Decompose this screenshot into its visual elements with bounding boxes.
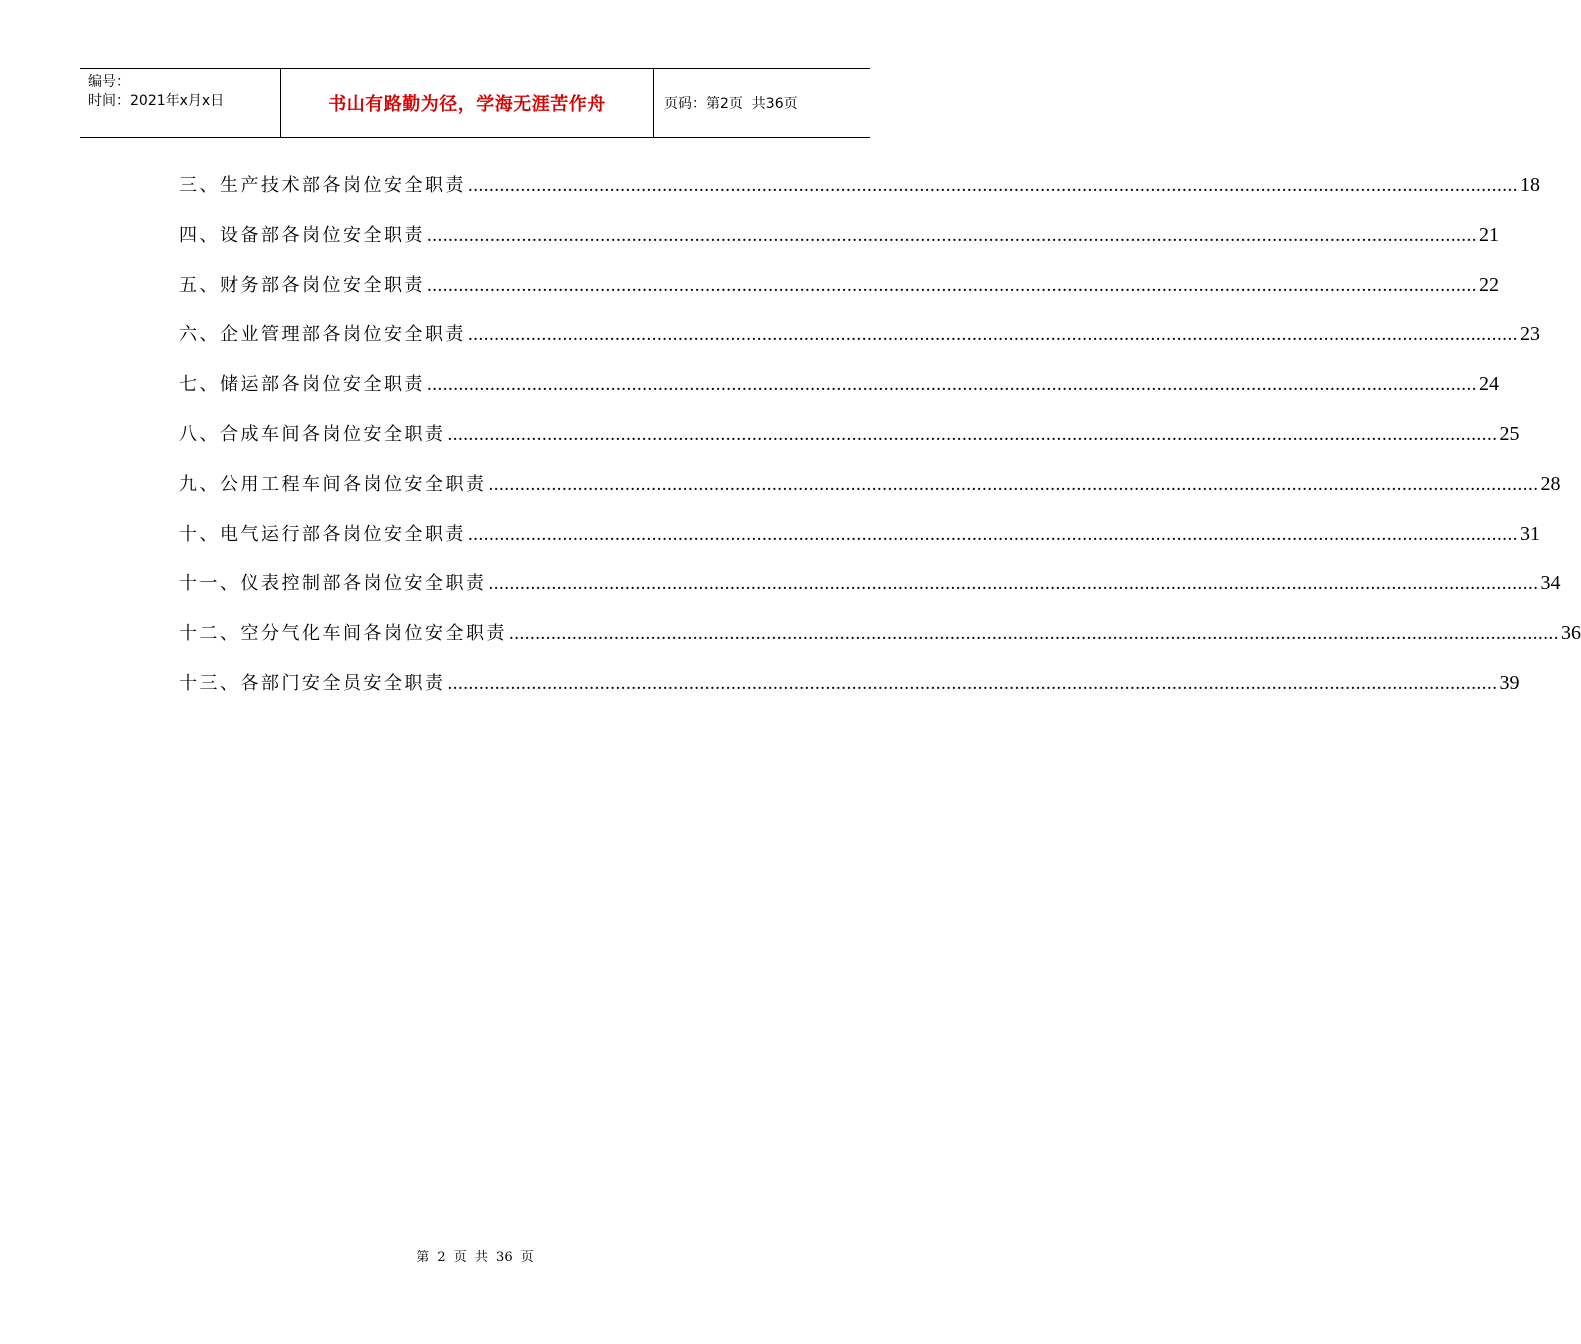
toc-entry[interactable] xyxy=(179,317,1540,367)
toc-entry-page: 21 xyxy=(1479,223,1499,246)
toc-entry-page: 31 xyxy=(1520,522,1540,545)
toc-entry-page: 28 xyxy=(1540,472,1561,495)
toc-entry-title: 五、财务部各岗位安全职责 xyxy=(179,274,425,296)
toc-entry-page: 34 xyxy=(1540,572,1561,595)
toc-entry-page: 36 xyxy=(1561,622,1581,645)
toc-entry[interactable] xyxy=(179,268,1499,318)
toc-entry-title: 十一、仪表控制部各岗位安全职责 xyxy=(179,573,487,595)
toc-entry-title: 七、储运部各岗位安全职责 xyxy=(179,374,425,396)
header-meta xyxy=(80,69,281,137)
number-label: 编号： xyxy=(88,74,130,90)
table-of-contents xyxy=(179,168,1581,716)
toc-entry[interactable] xyxy=(179,417,1520,467)
page-footer: 第 2 页 共 36 页 xyxy=(416,1250,534,1265)
toc-entry-title: 十、电气运行部各岗位安全职责 xyxy=(179,523,466,545)
toc-entry-page: 18 xyxy=(1520,174,1540,196)
toc-leader-dots: ........................................................................................................................................................................................................ xyxy=(468,523,1518,545)
toc-leader-dots: ........................................................................................................................................................................................................ xyxy=(488,473,1539,495)
time-label: 时间：2021年x月x日 xyxy=(88,93,225,109)
toc-entry-title: 十三、各部门安全员安全职责 xyxy=(179,672,446,694)
toc-entry-title: 六、企业管理部各岗位安全职责 xyxy=(179,324,466,346)
toc-entry[interactable] xyxy=(179,218,1499,268)
toc-entry[interactable] xyxy=(179,666,1520,716)
header-slogan: 书山有路勤为径，学海无涯苦作舟 xyxy=(281,69,654,137)
toc-leader-dots: ........................................................................................................................................................................................................ xyxy=(468,175,1518,196)
toc-entry-page: 25 xyxy=(1499,422,1520,445)
toc-entry-title: 三、生产技术部各岗位安全职责 xyxy=(179,175,466,196)
toc-entry-page: 22 xyxy=(1479,273,1499,296)
toc-entry-page: 23 xyxy=(1520,323,1540,346)
toc-entry-page: 39 xyxy=(1499,671,1520,694)
toc-leader-dots: ........................................................................................................................................................................................................ xyxy=(488,573,1539,595)
toc-entry[interactable] xyxy=(179,367,1499,417)
toc-leader-dots: ........................................................................................................................................................................................................ xyxy=(468,324,1518,346)
header-page-info: 页码：第2页 共36页 xyxy=(664,96,798,112)
toc-leader-dots: ........................................................................................................................................................................................................ xyxy=(427,274,1477,296)
toc-leader-dots: ........................................................................................................................................................................................................ xyxy=(427,374,1477,396)
toc-entry[interactable] xyxy=(179,517,1540,567)
toc-leader-dots: ........................................................................................................................................................................................................ xyxy=(427,224,1477,246)
toc-leader-dots: ........................................................................................................................................................................................................ xyxy=(447,423,1498,445)
toc-entry[interactable] xyxy=(179,168,1540,218)
toc-entry-title: 四、设备部各岗位安全职责 xyxy=(179,224,425,246)
toc-entry[interactable] xyxy=(179,566,1561,616)
toc-entry[interactable] xyxy=(179,467,1561,517)
toc-entry[interactable] xyxy=(179,616,1581,666)
toc-entry-title: 九、公用工程车间各岗位安全职责 xyxy=(179,473,487,495)
toc-leader-dots: ........................................................................................................................................................................................................ xyxy=(447,672,1498,694)
toc-entry-page: 24 xyxy=(1479,373,1499,396)
page-header xyxy=(80,68,870,138)
toc-entry-title: 八、合成车间各岗位安全职责 xyxy=(179,423,446,445)
toc-leader-dots: ........................................................................................................................................................................................................ xyxy=(509,623,1559,645)
toc-entry-title: 十二、空分气化车间各岗位安全职责 xyxy=(179,623,507,645)
